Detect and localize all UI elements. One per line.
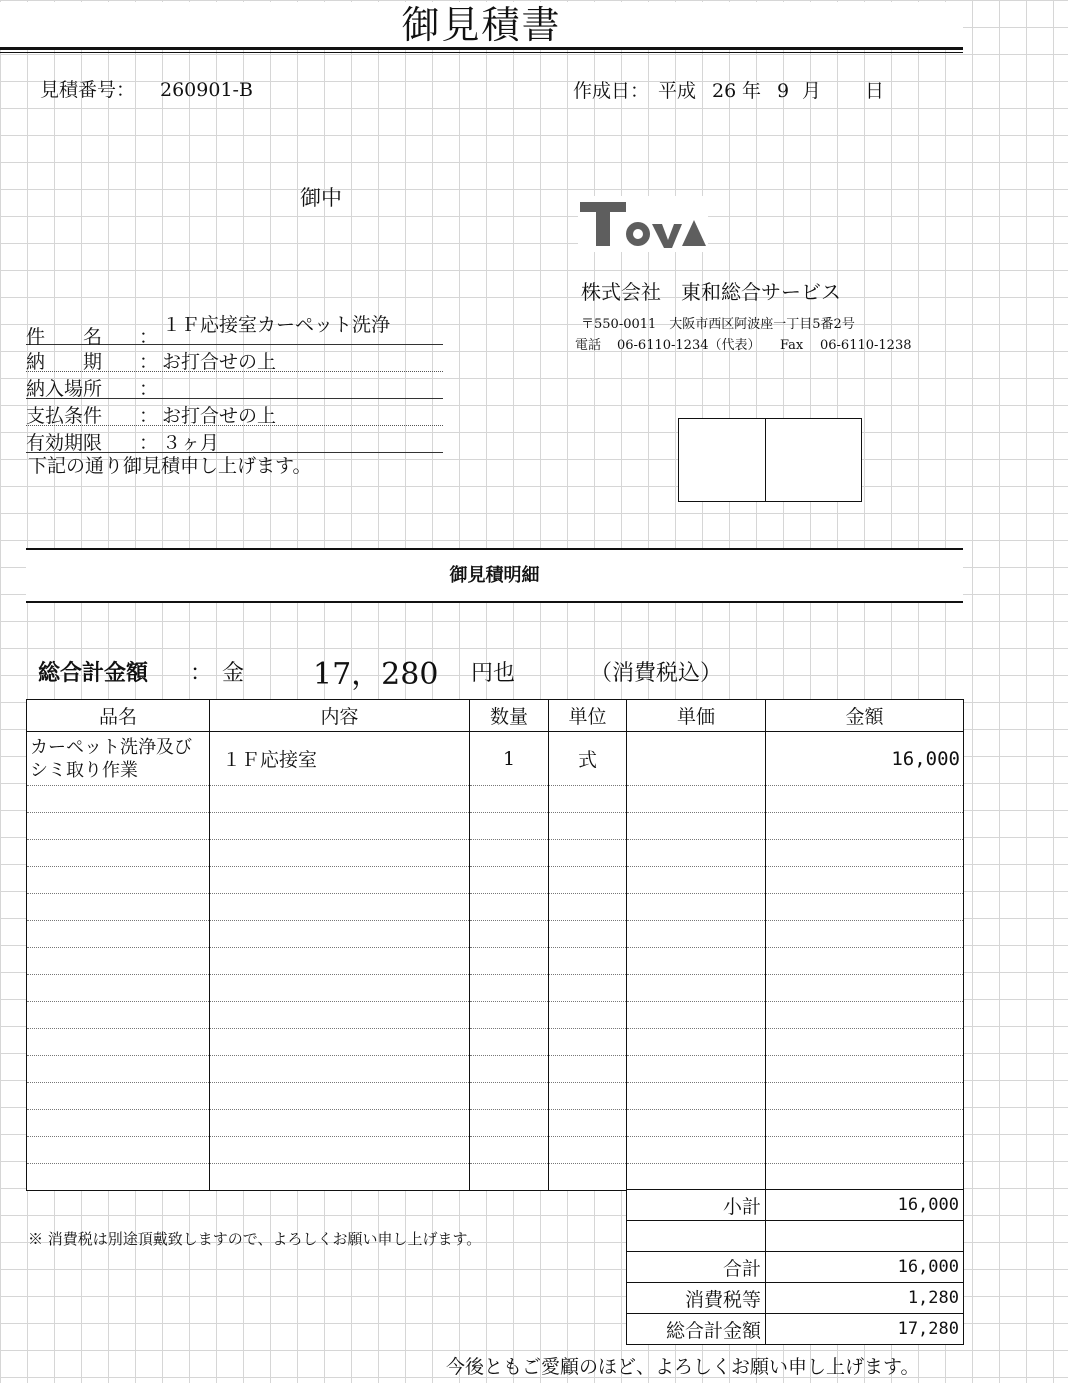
section-title: 御見積明細 xyxy=(449,565,540,586)
summary-value: 17,280 xyxy=(766,1314,964,1345)
table-row-empty xyxy=(27,867,964,894)
section-header xyxy=(26,548,963,603)
date-label: 作成日： xyxy=(573,80,650,102)
detail-row-delivery xyxy=(26,345,443,372)
detail-colon: ： xyxy=(139,405,159,427)
detail-row-location xyxy=(26,372,443,399)
table-row-empty xyxy=(27,840,964,867)
table-row-empty xyxy=(27,1164,964,1191)
detail-label: 納入場所 xyxy=(26,378,103,400)
detail-colon: ： xyxy=(139,378,159,400)
table-row-empty xyxy=(27,1137,964,1164)
company-phone-label: 電話 xyxy=(575,338,602,353)
stamp-divider xyxy=(765,419,766,501)
detail-value: ３ヶ月 xyxy=(162,432,220,454)
cell-unit: 式 xyxy=(549,732,627,786)
estimate-number: 260901-B xyxy=(160,79,253,101)
table-row-empty xyxy=(27,1110,964,1137)
detail-colon: ： xyxy=(139,432,159,454)
towa-logo-icon xyxy=(578,196,708,252)
detail-row-subject xyxy=(26,314,443,348)
table-row-empty xyxy=(27,948,964,975)
table-row xyxy=(27,732,964,786)
table-row-empty xyxy=(27,1002,964,1029)
grand-total-colon: ： xyxy=(190,661,213,686)
company-fax-label: Fax xyxy=(780,338,804,353)
company-logo xyxy=(578,196,708,252)
summary-label xyxy=(627,1221,766,1252)
intro-text: 下記の通り御見積申し上げます。 xyxy=(28,455,312,477)
page-title: 御見積書 xyxy=(0,2,963,48)
detail-label: 有効期限 xyxy=(26,432,103,454)
col-header-price: 単価 xyxy=(627,700,766,732)
company-fax: 06-6110-1238 xyxy=(820,338,912,353)
company-address: 〒550-0011 大阪市西区阿波座一丁目5番2号 xyxy=(581,317,855,332)
cell-desc: １Ｆ応接室 xyxy=(210,732,470,786)
summary-value: 1,280 xyxy=(766,1283,964,1314)
summary-row-blank xyxy=(627,1221,964,1252)
recipient-suffix: 御中 xyxy=(300,186,342,210)
grand-total-amount: 17，280 xyxy=(313,657,439,692)
summary-row-tax xyxy=(627,1283,964,1314)
detail-label: 納 期 xyxy=(26,351,103,373)
summary-row-total xyxy=(627,1252,964,1283)
col-header-name: 品名 xyxy=(27,700,210,732)
table-header-row xyxy=(27,700,964,732)
detail-colon: ： xyxy=(139,326,159,348)
detail-value: お打合せの上 xyxy=(162,405,277,427)
estimate-number-label: 見積番号： xyxy=(40,79,136,101)
summary-table xyxy=(626,1189,964,1345)
summary-value: 16,000 xyxy=(766,1190,964,1221)
table-row-empty xyxy=(27,1083,964,1110)
date-month: 9 xyxy=(777,80,790,102)
summary-label: 小計 xyxy=(627,1190,766,1221)
table-row-empty xyxy=(27,813,964,840)
table-row-empty xyxy=(27,894,964,921)
table-row-empty xyxy=(27,921,964,948)
title-rule-thin xyxy=(0,52,963,53)
detail-colon: ： xyxy=(139,351,159,373)
detail-value: １Ｆ応接室カーペット洗浄 xyxy=(162,314,391,336)
date-year-label: 年 xyxy=(742,80,762,102)
summary-label: 総合計金額 xyxy=(627,1314,766,1345)
cell-amount: 16,000 xyxy=(766,732,964,786)
title-rule xyxy=(0,47,963,50)
col-header-desc: 内容 xyxy=(210,700,470,732)
table-row-empty xyxy=(27,786,964,813)
detail-label: 支払条件 xyxy=(26,405,103,427)
detail-row-validity xyxy=(26,426,443,453)
detail-value: お打合せの上 xyxy=(162,351,277,373)
closing-text: 今後ともご愛顧のほど、よろしくお願い申し上げます。 xyxy=(446,1356,920,1378)
date-month-label: 月 xyxy=(802,80,822,102)
items-table xyxy=(26,699,964,1191)
stamp-box xyxy=(678,418,862,502)
summary-value: 16,000 xyxy=(766,1252,964,1283)
table-row-empty xyxy=(27,975,964,1002)
cell-price xyxy=(627,732,766,786)
grand-total-suffix: 円也 xyxy=(471,661,516,686)
tax-footnote: ※ 消費税は別途頂戴致しますので、よろしくお願い申し上げます。 xyxy=(28,1230,482,1248)
col-header-unit: 単位 xyxy=(549,700,627,732)
detail-label: 件 名 xyxy=(26,326,103,348)
summary-label: 合計 xyxy=(627,1252,766,1283)
summary-value xyxy=(766,1221,964,1252)
summary-row-subtotal xyxy=(627,1190,964,1221)
grand-total-label: 総合計金額 xyxy=(38,661,149,686)
date-day-label: 日 xyxy=(865,80,885,102)
col-header-amount: 金額 xyxy=(766,700,964,732)
date-year: 26 xyxy=(712,80,737,102)
cell-name: カーペット洗浄及びシミ取り作業 xyxy=(27,732,210,786)
company-phone: 06-6110-1234（代表） xyxy=(617,338,761,353)
grand-total-currency: 金 xyxy=(222,661,245,686)
company-name: 株式会社 東和総合サービス xyxy=(581,280,841,304)
summary-label: 消費税等 xyxy=(627,1283,766,1314)
summary-row-grand-total xyxy=(627,1314,964,1345)
table-row-empty xyxy=(27,1029,964,1056)
date-era: 平成 xyxy=(658,80,697,102)
cell-qty: 1 xyxy=(470,732,549,786)
grand-total-tax-note: （消費税込） xyxy=(590,661,723,686)
col-header-qty: 数量 xyxy=(470,700,549,732)
detail-row-payment xyxy=(26,399,443,426)
table-row-empty xyxy=(27,1056,964,1083)
